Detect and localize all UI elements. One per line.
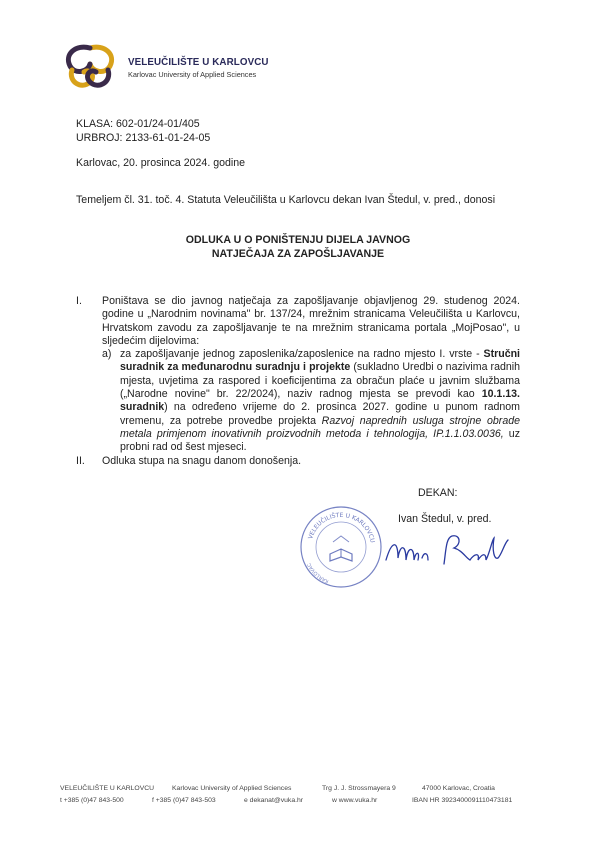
item-text: Odluka stupa na snagu danom donošenja. (102, 454, 302, 467)
footer-email: e dekanat@vuka.hr (244, 797, 304, 804)
subitem-text-part-2: (sukladno Uredbi o nazivima radnih mjesta, uvjetima za raspored i koeficijentima za obračun plaće u javnim službama („Narodne novine" br. 22/2024), naziv radnog mjesta se prevodi kao (120, 361, 521, 401)
institution-logo-icon (60, 42, 120, 90)
position-title: Stručni suradnik za međunarodnu suradnju i projekte (120, 348, 520, 374)
list-item-ii (76, 455, 520, 468)
urbroj: URBROJ: 2133-61-01-24-05 (76, 131, 211, 144)
footer-city: 47000 Karlovac, Croatia (422, 785, 495, 792)
item-number: II. (76, 454, 85, 467)
subitem-text-part-1: za zapošljavanje jednog zaposlenika/zaposlenice na radno mjesto I. vrste - (120, 348, 484, 361)
subitem-number: a) (102, 348, 112, 361)
signatory-name: Ivan Štedul, v. pred. (398, 513, 492, 525)
institution-brand (128, 57, 269, 79)
footer-name-en: Karlovac University of Applied Sciences (172, 785, 292, 792)
signature-label: DEKAN: (418, 487, 458, 499)
handwritten-signature (382, 530, 514, 570)
preamble: Temeljem čl. 31. toč. 4. Statuta Veleučilišta u Karlovcu dekan Ivan Štedul, v. pred., donosi (76, 194, 496, 206)
document-date: Karlovac, 20. prosinca 2024. godine (76, 157, 246, 169)
footer (60, 785, 540, 809)
document-title (150, 234, 446, 261)
footer-row-1 (60, 785, 540, 792)
decision-body (76, 295, 520, 468)
subitem-text-part-3: ) na određeno vrijeme do 2. prosinca 2027. godine u punom radnom vremenu, za potrebe provedbe projekta (120, 401, 520, 427)
list-item-i (76, 295, 520, 348)
subitem-text (120, 348, 520, 454)
project-title: Razvoj naprednih usluga strojne obrade metala primjenom inovativnih proizvodnih metoda i tehnologija, IP.1.1.03.0036, (120, 414, 520, 440)
stamp-side-text: KARLOVAC (306, 561, 330, 585)
footer-address: Trg J. J. Strossmayera 9 (322, 785, 396, 792)
title-line-2: NATJEČAJA ZA ZAPOŠLJAVANJE (211, 247, 385, 260)
list-item-a (102, 348, 520, 454)
institution-subtitle: Karlovac University of Applied Sciences (128, 70, 257, 79)
item-text: Poništava se dio javnog natječaja za zapošljavanje objavljenog 29. studenog 2024. godine u „Narodnim novinama" br. 137/24, mrežnim stranicama Veleučilišta u Karlovcu, Hrvatskom zavodu za zapošljavanje te na mrežnim stranicama portala „MojPosao", u sljedećim dijelovima: (102, 295, 520, 347)
title-line-1: ODLUKA U O PONIŠTENJU DIJELA JAVNOG (185, 234, 411, 246)
footer-web: w www.vuka.hr (332, 797, 378, 804)
footer-fax: f +385 (0)47 843-503 (152, 797, 216, 804)
footer-iban: IBAN HR 3923400091110473181 (412, 797, 513, 804)
item-number: I. (76, 295, 82, 307)
footer-tel: t +385 (0)47 843-500 (60, 797, 124, 804)
footer-name: VELEUČILIŠTE U KARLOVCU (60, 785, 155, 792)
official-stamp-icon (298, 504, 384, 590)
subitem-text-part-4: uz probni rad od šest mjeseci. (120, 427, 520, 454)
document-reference (76, 118, 210, 145)
footer-row-2 (60, 797, 540, 804)
klasa: KLASA: 602-01/24-01/405 (76, 118, 200, 130)
institution-name: VELEUČILIŠTE U KARLOVCU (128, 57, 269, 68)
stamp-top-text: VELEUČILIŠTE U KARLOVCU (307, 511, 376, 544)
position-code: 10.1.13. suradnik (120, 388, 520, 414)
